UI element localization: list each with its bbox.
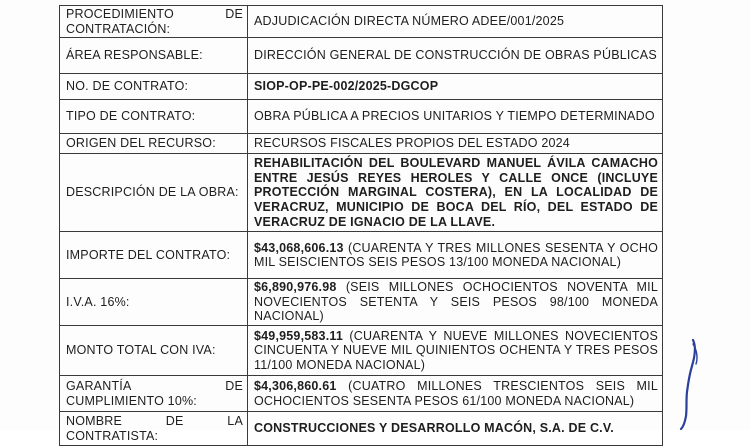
guarantee-label: GARANTÍA DE CUMPLIMIENTO 10%:	[60, 376, 248, 412]
vat-label: I.V.A. 16%:	[60, 279, 248, 326]
contract-amount-cell	[248, 232, 663, 279]
contract-type-label: TIPO DE CONTRATO:	[60, 100, 248, 134]
table-row	[60, 6, 663, 38]
contract-number-value: SIOP-OP-PE-002/2025-DGCOP	[248, 74, 663, 100]
table-row	[60, 100, 663, 134]
table-row	[60, 279, 663, 326]
vat-amount-words: (SEIS MILLONES OCHOCIENTOS NOVENTA MIL NOVECIENTOS SETENTA Y SEIS PESOS 98/100 MONEDA NACIONAL)	[254, 280, 658, 324]
table-row	[60, 376, 663, 412]
procedure-value: ADJUDICACIÓN DIRECTA NÚMERO ADEE/001/2025	[248, 6, 663, 38]
contract-type-value: OBRA PÚBLICA A PRECIOS UNITARIOS Y TIEMPO DETERMINADO	[248, 100, 663, 134]
responsible-area-value: DIRECCIÓN GENERAL DE CONSTRUCCIÓN DE OBRAS PÚBLICAS	[248, 38, 663, 74]
total-amount-label: MONTO TOTAL CON IVA:	[60, 326, 248, 376]
resource-origin-value: RECURSOS FISCALES PROPIOS DEL ESTADO 2024	[248, 134, 663, 154]
work-description-label: DESCRIPCIÓN DE LA OBRA:	[60, 154, 248, 232]
handwritten-signature-mark	[676, 338, 702, 430]
contract-amount-figure: $43,068,606.13	[254, 240, 344, 255]
procedure-label: PROCEDIMIENTO DE CONTRATACIÓN:	[60, 6, 248, 38]
total-amount-cell	[248, 326, 663, 376]
guarantee-amount-figure: $4,306,860.61	[254, 379, 337, 394]
resource-origin-label: ORIGEN DEL RECURSO:	[60, 134, 248, 154]
guarantee-amount-words: (CUATRO MILLONES TRESCIENTOS SEIS MIL OCHOCIENTOS SESENTA PESOS 61/100 MONEDA NACIONAL)	[254, 379, 658, 408]
contract-amount-label: IMPORTE DEL CONTRATO:	[60, 232, 248, 279]
table-row	[60, 134, 663, 154]
vat-amount-figure: $6,890,976.98	[254, 280, 337, 295]
table-row	[60, 412, 663, 446]
vat-amount-cell	[248, 279, 663, 326]
contract-number-label: NO. DE CONTRATO:	[60, 74, 248, 100]
table-row	[60, 74, 663, 100]
contractor-name-value: CONSTRUCCIONES Y DESARROLLO MACÓN, S.A. DE C.V.	[248, 412, 663, 446]
contractor-name-label: NOMBRE DE LA CONTRATISTA:	[60, 412, 248, 446]
total-amount-figure: $49,959,583.11	[254, 328, 343, 343]
guarantee-amount-cell	[248, 376, 663, 412]
table-row	[60, 326, 663, 376]
table-row	[60, 154, 663, 232]
responsible-area-label: ÁREA RESPONSABLE:	[60, 38, 248, 74]
contract-data-table	[59, 5, 663, 446]
table-row	[60, 38, 663, 74]
contract-amount-words: (CUARENTA Y TRES MILLONES SESENTA Y OCHO MIL SEISCIENTOS SEIS PESOS 13/100 MONEDA NACIONAL)	[254, 240, 658, 270]
work-description-value: REHABILITACIÓN DEL BOULEVARD MANUEL ÁVILA CAMACHO ENTRE JESÚS REYES HEROLES Y CALLE ONCE (INCLUYE PROTECCIÓN MARGINAL COSTERA), EN LA LOCALIDAD DE VERACRUZ, MUNICIPIO DE BOCA DEL RÍO, DEL ESTADO DE VERACRUZ DE IGNACIO DE LA LLAVE.	[248, 154, 663, 232]
table-row	[60, 232, 663, 279]
total-amount-words: (CUARENTA Y NUEVE MILLONES NOVECIENTOS CINCUENTA Y NUEVE MIL QUINIENTOS OCHENTA Y TRES PESOS 11/100 MONEDA NACIONAL)	[254, 328, 658, 372]
